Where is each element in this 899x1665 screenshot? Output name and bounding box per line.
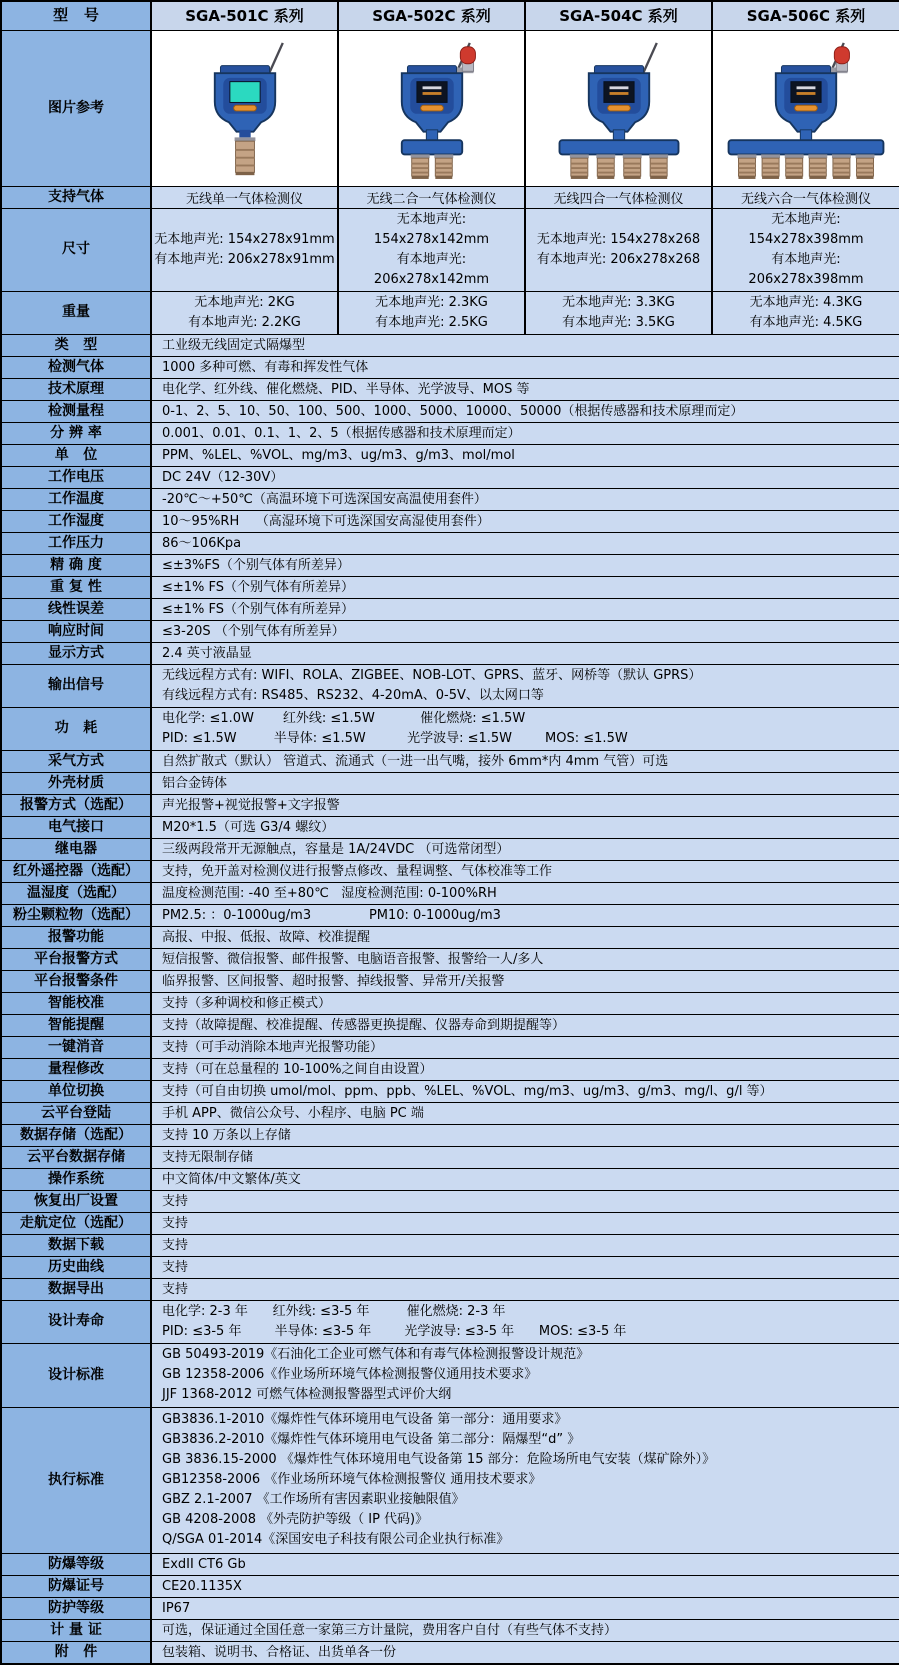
row-value [151, 620, 899, 642]
value-line: ≤3-20S （个别气体有所差异） [162, 623, 345, 639]
value-line: PM2.5: ：0-1000ug/m3 PM10: 0-1000ug/m3 [162, 907, 501, 923]
spec-row [1, 1300, 899, 1343]
spec-row [1, 1597, 899, 1619]
weight-value [151, 291, 338, 334]
weight-line: 无本地声光: 2KG [194, 294, 295, 310]
value-line: 临界报警、区间报警、超时报警、掉线报警、异常开/关报警 [162, 973, 505, 989]
row-value [151, 576, 899, 598]
value-line: ≤±1% FS（个别气体有所差异） [162, 601, 355, 617]
size-line: 有本地声光: 206x278x268 [536, 251, 701, 267]
spec-row [1, 510, 899, 532]
row-label: 走航定位（选配） [1, 1212, 151, 1234]
value-line: 支持（可手动消除本地声光报警功能） [162, 1039, 384, 1055]
row-label: 尺寸 [1, 208, 151, 291]
spec-row [1, 532, 899, 554]
row-label: 重 复 性 [1, 576, 151, 598]
row-value [151, 488, 899, 510]
device-image-cell [712, 30, 899, 186]
spec-row [1, 356, 899, 378]
weight-line: 无本地声光: 2.3KG [375, 294, 488, 310]
value-line: 可选，保证通过全国任意一家第三方计量院，费用客户自付（有些气体不支持） [162, 1622, 618, 1638]
value-line: 包装箱、说明书、合格证、出货单各一份 [162, 1644, 397, 1660]
row-value [151, 422, 899, 444]
row-label: 智能提醒 [1, 1014, 151, 1036]
value-line: 手机 APP、微信公众号、小程序、电脑 PC 端 [162, 1105, 424, 1121]
value-line: 86～106Kpa [162, 535, 242, 551]
spec-row [1, 926, 899, 948]
value-line: 电化学、红外线、催化燃烧、PID、半导体、光学波导、MOS 等 [162, 381, 530, 397]
value-line: GB 12358-2006《作业场所环境气体检测报警仪通用技术要求》 [162, 1367, 538, 1382]
weight-line: 无本地声光: 4.3KG [749, 294, 863, 310]
spec-row [1, 488, 899, 510]
weight-value [525, 291, 712, 334]
spec-row [1, 1343, 899, 1407]
row-value [151, 1212, 899, 1234]
row-label: 数据导出 [1, 1278, 151, 1300]
size-line: 有本地声光: 206x278x142mm [373, 251, 490, 287]
row-label: 量程修改 [1, 1058, 151, 1080]
spec-row [1, 904, 899, 926]
size-row [1, 208, 899, 291]
spec-row [1, 992, 899, 1014]
row-value [151, 1146, 899, 1168]
size-value [712, 208, 899, 291]
spec-row [1, 1124, 899, 1146]
weight-row [1, 291, 899, 334]
row-label: 线性误差 [1, 598, 151, 620]
row-label: 云平台登陆 [1, 1102, 151, 1124]
device-image-sga-506c [721, 39, 891, 181]
value-line: GBZ 2.1-2007 《工作场所有害因素职业接触限值》 [162, 1492, 465, 1507]
row-value [151, 1407, 899, 1553]
value-line: 1000 多种可燃、有毒和挥发性气体 [162, 359, 369, 375]
row-label: 电气接口 [1, 816, 151, 838]
row-label: 报警方式（选配） [1, 794, 151, 816]
row-value [151, 816, 899, 838]
row-value [151, 904, 899, 926]
supported-gas-row [1, 186, 899, 208]
spec-row [1, 860, 899, 882]
row-label: 工作湿度 [1, 510, 151, 532]
row-label: 计 量 证 [1, 1619, 151, 1641]
value-line: M20*1.5（可选 G3/4 螺纹） [162, 819, 335, 835]
row-value [151, 1553, 899, 1575]
spec-row [1, 772, 899, 794]
value-line: ≤±1% FS（个别气体有所差异） [162, 579, 355, 595]
row-value [151, 948, 899, 970]
value-line: GB 4208-2008 《外壳防护等级（ IP 代码)》 [162, 1512, 429, 1527]
value-line: 高报、中报、低报、故障、校准提醒 [162, 929, 371, 945]
row-value [151, 1102, 899, 1124]
value-line: GB3836.1-2010《爆炸性气体环境用电气设备 第一部分：通用要求》 [162, 1412, 568, 1427]
row-label: 红外遥控器（选配） [1, 860, 151, 882]
size-value [151, 208, 338, 291]
row-label: 采气方式 [1, 750, 151, 772]
row-value [151, 838, 899, 860]
value-line: 有线远程方式有: RS485、RS232、4-20mA、0-5V、以太网口等 [162, 687, 544, 703]
spec-row [1, 794, 899, 816]
device-image-cell [525, 30, 712, 186]
size-line: 无本地声光: 154x278x91mm [154, 231, 335, 247]
value-line: GB 50493-2019《石油化工企业可燃气体和有毒气体检测报警设计规范》 [162, 1347, 590, 1362]
row-label: 温湿度（选配） [1, 882, 151, 904]
value-line: 电化学: ≤1.0W 红外线: ≤1.5W 催化燃烧: ≤1.5W [162, 710, 526, 726]
row-value [151, 334, 899, 356]
row-value [151, 1619, 899, 1641]
value-line: -20℃～+50℃（高温环境下可选深国安高温使用套件） [162, 491, 487, 507]
series-header-sga-502c: SGA-502C 系列 [338, 1, 525, 30]
row-label: 工作温度 [1, 488, 151, 510]
weight-line: 有本地声光: 3.5KG [562, 314, 675, 330]
row-label: 类 型 [1, 334, 151, 356]
spec-row [1, 1058, 899, 1080]
row-label: 报警功能 [1, 926, 151, 948]
spec-row [1, 400, 899, 422]
row-label: 智能校准 [1, 992, 151, 1014]
row-value [151, 1190, 899, 1212]
value-line: GB12358-2006 《作业场所环境气体检测报警仪 通用技术要求》 [162, 1472, 542, 1487]
row-label: 设计标准 [1, 1343, 151, 1407]
row-value [151, 532, 899, 554]
row-label: 继电器 [1, 838, 151, 860]
spec-row [1, 1212, 899, 1234]
size-value [338, 208, 525, 291]
value-line: 支持 [162, 1215, 189, 1231]
support-value: 无线二合一气体检测仪 [338, 186, 525, 208]
weight-line: 有本地声光: 2.5KG [375, 314, 488, 330]
spec-row [1, 598, 899, 620]
spec-row [1, 1407, 899, 1553]
value-line: 支持（故障提醒、校准提醒、传感器更换提醒、仪器寿命到期提醒等） [162, 1017, 566, 1033]
row-value [151, 664, 899, 707]
spec-row [1, 948, 899, 970]
row-label: 历史曲线 [1, 1256, 151, 1278]
size-line: 无本地声光: 154x278x268 [536, 231, 701, 247]
weight-line: 有本地声光: 2.2KG [188, 314, 301, 330]
row-label: 单位切换 [1, 1080, 151, 1102]
row-label: 重量 [1, 291, 151, 334]
row-label: 工作电压 [1, 466, 151, 488]
spec-row [1, 1641, 899, 1664]
spec-row [1, 1553, 899, 1575]
value-line: DC 24V（12-30V） [162, 469, 284, 485]
row-value [151, 1256, 899, 1278]
row-value [151, 1168, 899, 1190]
value-line: 铝合金铸体 [162, 775, 228, 791]
row-label: 平台报警条件 [1, 970, 151, 992]
series-header-sga-501c: SGA-501C 系列 [151, 1, 338, 30]
row-label: 支持气体 [1, 186, 151, 208]
row-label: 数据下载 [1, 1234, 151, 1256]
spec-row [1, 816, 899, 838]
value-line: 支持无限制存储 [162, 1149, 254, 1165]
row-value [151, 794, 899, 816]
value-line: 支持（可在总量程的 10-100%之间自由设置） [162, 1061, 433, 1077]
spec-row [1, 664, 899, 707]
size-line: 无本地声光: 154x278x398mm [748, 211, 864, 247]
value-line: 10～95%RH （高湿环境下可选深国安高湿使用套件） [162, 513, 490, 529]
row-label: 防护等级 [1, 1597, 151, 1619]
row-label: 技术原理 [1, 378, 151, 400]
row-value [151, 356, 899, 378]
header-row [1, 1, 899, 30]
model-header-label: 型 号 [1, 1, 151, 30]
size-line: 有本地声光: 206x278x91mm [154, 251, 335, 267]
row-value [151, 1343, 899, 1407]
row-label: 检测量程 [1, 400, 151, 422]
row-value [151, 860, 899, 882]
value-line: 支持 [162, 1281, 189, 1297]
row-label: 粉尘颗粒物（选配） [1, 904, 151, 926]
row-value [151, 1300, 899, 1343]
device-image-sga-501c [160, 39, 330, 181]
weight-value [712, 291, 899, 334]
spec-row [1, 1014, 899, 1036]
value-line: 声光报警+视觉报警+文字报警 [162, 797, 340, 813]
spec-row [1, 642, 899, 664]
row-label: 图片参考 [1, 30, 151, 186]
row-value [151, 1278, 899, 1300]
value-line: IP67 [162, 1600, 191, 1616]
value-line: CE20.1135X [162, 1578, 242, 1594]
value-line: PID: ≤3-5 年 半导体: ≤3-5 年 光学波导: ≤3-5 年 MOS: ≤3-5 年 [162, 1323, 627, 1339]
row-label: 防爆等级 [1, 1553, 151, 1575]
row-value [151, 772, 899, 794]
spec-row [1, 970, 899, 992]
row-label: 一键消音 [1, 1036, 151, 1058]
row-value [151, 1058, 899, 1080]
row-label: 工作压力 [1, 532, 151, 554]
value-line: 支持 [162, 1237, 189, 1253]
spec-row [1, 334, 899, 356]
value-line: 0.001、0.01、0.1、1、2、5（根据传感器和技术原理而定） [162, 425, 521, 441]
value-line: PID: ≤1.5W 半导体: ≤1.5W 光学波导: ≤1.5W MOS: ≤1.5W [162, 730, 628, 746]
row-label: 附 件 [1, 1641, 151, 1664]
spec-row [1, 1036, 899, 1058]
spec-row [1, 1146, 899, 1168]
row-value [151, 598, 899, 620]
row-value [151, 970, 899, 992]
row-label: 功 耗 [1, 707, 151, 750]
spec-row [1, 444, 899, 466]
device-image-sga-504c [534, 39, 704, 181]
row-value [151, 642, 899, 664]
row-value [151, 378, 899, 400]
support-value: 无线四合一气体检测仪 [525, 186, 712, 208]
value-line: 支持 10 万条以上存储 [162, 1127, 291, 1143]
row-label: 检测气体 [1, 356, 151, 378]
row-value [151, 554, 899, 576]
value-line: 支持，免开盖对检测仪进行报警点修改、量程调整、气体校准等工作 [162, 863, 553, 879]
value-line: Q/SGA 01-2014《深国安电子科技有限公司企业执行标准》 [162, 1532, 510, 1547]
row-value [151, 707, 899, 750]
row-value [151, 1124, 899, 1146]
row-label: 平台报警方式 [1, 948, 151, 970]
spec-row [1, 838, 899, 860]
row-label: 恢复出厂设置 [1, 1190, 151, 1212]
size-line: 有本地声光: 206x278x398mm [748, 251, 864, 287]
row-value [151, 926, 899, 948]
spec-row [1, 1575, 899, 1597]
value-line: 2.4 英寸液晶显 [162, 645, 252, 661]
series-header-sga-504c: SGA-504C 系列 [525, 1, 712, 30]
value-line: 短信报警、微信报警、邮件报警、电脑语音报警、报警给一人/多人 [162, 951, 544, 967]
value-line: PPM、%LEL、%VOL、mg/m3、ug/m3、g/m3、mol/mol [162, 447, 515, 463]
row-value [151, 1234, 899, 1256]
spec-row [1, 1102, 899, 1124]
row-value [151, 466, 899, 488]
row-label: 单 位 [1, 444, 151, 466]
spec-row [1, 1234, 899, 1256]
weight-line: 无本地声光: 3.3KG [562, 294, 675, 310]
row-label: 分 辨 率 [1, 422, 151, 444]
value-line: 温度检测范围: -40 至+80℃ 湿度检测范围: 0-100%RH [162, 885, 497, 901]
weight-line: 有本地声光: 4.5KG [749, 314, 863, 330]
spec-row [1, 1619, 899, 1641]
value-line: ExdII CT6 Gb [162, 1556, 246, 1572]
spec-row [1, 378, 899, 400]
spec-row [1, 422, 899, 444]
device-image-sga-502c [347, 39, 517, 181]
value-line: ≤±3%FS（个别气体有所差异） [162, 557, 350, 573]
row-value [151, 882, 899, 904]
spec-row [1, 554, 899, 576]
spec-row [1, 1278, 899, 1300]
value-line: GB3836.2-2010《爆炸性气体环境用电气设备 第二部分：隔爆型“d” 》 [162, 1432, 581, 1447]
spec-row [1, 576, 899, 598]
spec-row [1, 620, 899, 642]
device-image-cell [151, 30, 338, 186]
row-value [151, 750, 899, 772]
value-line: 中文简体/中文繁体/英文 [162, 1171, 301, 1187]
spec-row [1, 1080, 899, 1102]
row-value [151, 1597, 899, 1619]
size-value [525, 208, 712, 291]
support-value: 无线单一气体检测仪 [151, 186, 338, 208]
series-header-sga-506c: SGA-506C 系列 [712, 1, 899, 30]
row-label: 精 确 度 [1, 554, 151, 576]
spec-row [1, 1190, 899, 1212]
value-line: 支持（可自由切换 umol/mol、ppm、ppb、%LEL、%VOL、mg/m3、ug/m3、g/m3、mg/l、g/l 等） [162, 1083, 773, 1099]
row-label: 输出信号 [1, 664, 151, 707]
row-label: 防爆证号 [1, 1575, 151, 1597]
row-label: 显示方式 [1, 642, 151, 664]
image-reference-row [1, 30, 899, 186]
row-value [151, 1641, 899, 1664]
spec-row [1, 707, 899, 750]
spec-row [1, 466, 899, 488]
size-line: 无本地声光: 154x278x142mm [373, 211, 490, 247]
spec-row [1, 1256, 899, 1278]
value-line: 工业级无线固定式隔爆型 [162, 337, 306, 353]
value-line: 三级两段常开无源触点，容量是 1A/24VDC （可选常闭型） [162, 841, 510, 857]
row-value [151, 444, 899, 466]
value-line: 无线远程方式有: WIFI、ROLA、ZIGBEE、NOB-LOT、GPRS、蓝牙、网桥等（默认 GPRS） [162, 667, 702, 683]
row-value [151, 1014, 899, 1036]
row-label: 操作系统 [1, 1168, 151, 1190]
value-line: GB 3836.15-2000 《爆炸性气体环境用电气设备第 15 部分：危险场所电气安装（煤矿除外）》 [162, 1452, 716, 1467]
row-label: 数据存储（选配） [1, 1124, 151, 1146]
spec-row [1, 882, 899, 904]
value-line: 支持 [162, 1259, 189, 1275]
value-line: 电化学: 2-3 年 红外线: ≤3-5 年 催化燃烧: 2-3 年 [162, 1303, 506, 1319]
row-label: 设计寿命 [1, 1300, 151, 1343]
weight-value [338, 291, 525, 334]
value-line: 自然扩散式（默认） 管道式、流通式（一进一出气嘴，接外 6mm*内 4mm 气管）可选 [162, 753, 669, 769]
value-line: 支持（多种调校和修正模式） [162, 995, 332, 1011]
row-label: 外壳材质 [1, 772, 151, 794]
row-value [151, 400, 899, 422]
spec-row [1, 750, 899, 772]
row-label: 响应时间 [1, 620, 151, 642]
support-value: 无线六合一气体检测仪 [712, 186, 899, 208]
row-value [151, 1575, 899, 1597]
row-label: 云平台数据存储 [1, 1146, 151, 1168]
row-label: 执行标准 [1, 1407, 151, 1553]
value-line: JJF 1368-2012 可燃气体检测报警器型式评价大纲 [162, 1387, 452, 1402]
value-line: 支持 [162, 1193, 189, 1209]
spec-row [1, 1168, 899, 1190]
row-value [151, 1036, 899, 1058]
row-value [151, 1080, 899, 1102]
value-line: 0-1、2、5、10、50、100、500、1000、5000、10000、50000（根据传感器和技术原理而定） [162, 403, 744, 419]
device-image-cell [338, 30, 525, 186]
row-value [151, 510, 899, 532]
row-value [151, 992, 899, 1014]
